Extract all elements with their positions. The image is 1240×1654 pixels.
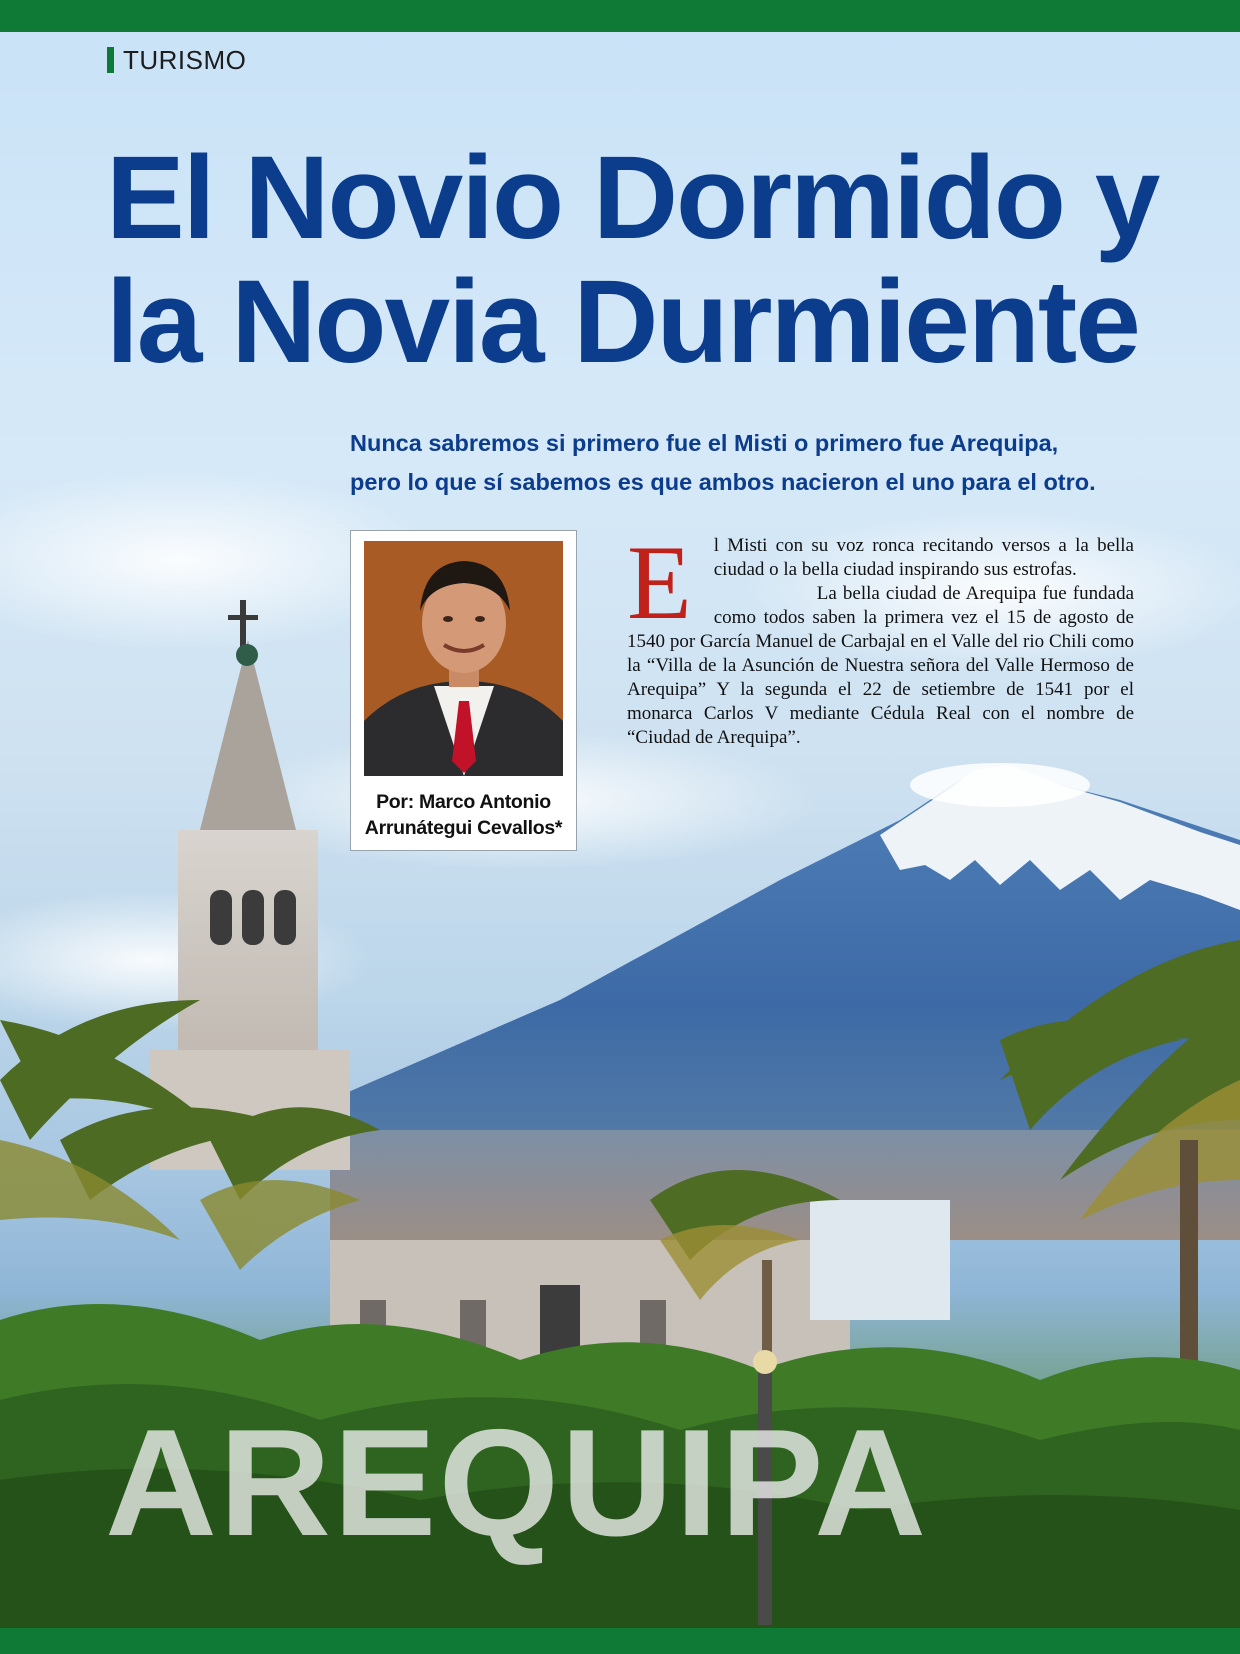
headline-line-2: la Novia Durmiente xyxy=(106,256,1139,388)
byline-line-2: Arrunátegui Cevallos* xyxy=(364,817,563,839)
section-marker xyxy=(107,47,114,73)
article-headline xyxy=(106,132,1206,388)
author-portrait xyxy=(364,541,563,776)
drop-cap: E xyxy=(627,524,692,641)
lead-line-2: pero lo que sí sabemos es que ambos nacieron el uno para el otro. xyxy=(350,469,1096,495)
author-photo-box xyxy=(350,530,577,851)
bottom-accent-bar xyxy=(0,1628,1240,1654)
lead-line-1: Nunca sabremos si primero fue el Misti o primero fue Arequipa, xyxy=(350,430,1059,456)
author-byline xyxy=(351,789,576,841)
top-accent-bar xyxy=(0,0,1240,32)
section-label: TURISMO xyxy=(123,44,247,75)
city-name-overlay: AREQUIPA xyxy=(105,1398,929,1568)
section-header xyxy=(107,46,246,74)
byline-line-1: Por: Marco Antonio xyxy=(376,791,551,813)
body-paragraph-1: l Misti con su voz ronca recitando versos a la bella ciudad o la bella ciudad inspirando sus estrofas. xyxy=(713,535,1134,580)
body-paragraph-2: La bella ciudad de Arequipa fue fundada como todos saben la primera vez el 15 de agosto de 1540 por García Manuel de Carbajal en el Valle del rio Chili como la “Villa de la Asunción de Nuestra señora del Valle Hermoso de Arequipa” Y la segunda el 22 de setiembre de 1541 por el monarca Carlos V mediante Cédula Real con el nombre de “Ciudad de Arequipa”. xyxy=(627,583,1134,748)
article-body xyxy=(627,524,1134,750)
headline-line-1: El Novio Dormido y xyxy=(106,132,1159,264)
article-lead xyxy=(350,424,1210,502)
